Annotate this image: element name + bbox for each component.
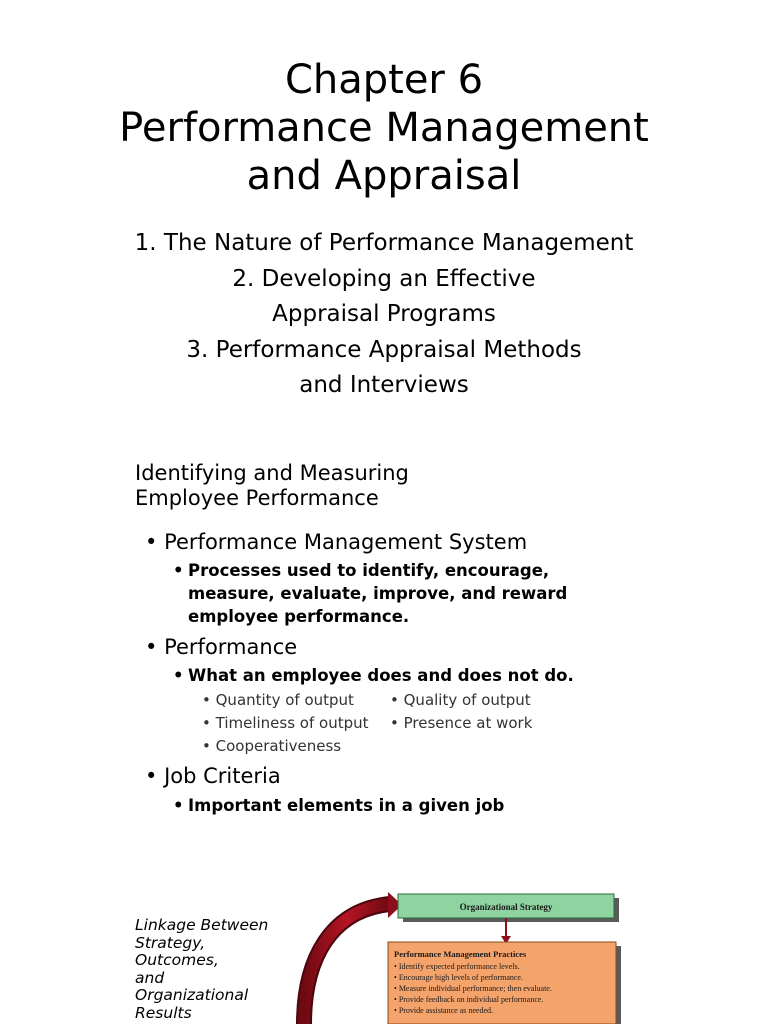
sub-bullet-line: Important elements in a given job (188, 796, 505, 815)
linkage-line: Linkage Between (135, 916, 269, 934)
outline-item: 3. Performance Appraisal Methods (186, 336, 582, 363)
measure-item-label: Cooperativeness (215, 737, 342, 755)
outline-item: Appraisal Programs (272, 301, 496, 327)
bullet-dot: • (145, 635, 158, 659)
bullet-performance (145, 634, 297, 660)
practice-item-label: Measure individual performance; then evaluate. (398, 984, 552, 993)
sub-bullet-line: measure, evaluate, improve, and reward (188, 584, 568, 603)
practice-item-label: Encourage high levels of performance. (398, 973, 523, 982)
practice-item: • Provide assistance as needed. (394, 1006, 494, 1015)
measure-item: • Quantity of output (202, 691, 354, 709)
measure-item-label: Quality of output (403, 691, 531, 709)
section-heading-line: Employee Performance (135, 486, 379, 510)
practices-title: Performance Management Practices (394, 949, 527, 959)
bullet-dot: • (173, 561, 184, 580)
bullet-label: Performance Management System (164, 530, 528, 554)
bullet-label: Performance (164, 635, 298, 659)
sub-bullet (173, 559, 567, 628)
sub-bullet-line: employee performance. (188, 607, 410, 626)
linkage-line: and (135, 968, 165, 987)
strategy-label: Organizational Strategy (459, 902, 553, 912)
measure-item: • Quality of output (390, 691, 531, 709)
practice-item-label: Provide feedback on individual performance. (398, 995, 544, 1004)
sub-bullet (173, 664, 574, 687)
linkage-line: Results (135, 1003, 192, 1022)
page-title (0, 56, 768, 200)
sub-bullet (173, 794, 504, 817)
bullet-performance-management-system (145, 529, 527, 555)
practice-item-label: Provide assistance as needed. (398, 1006, 494, 1015)
outline-item: 2. Developing an Effective (232, 265, 536, 292)
sub-bullet-line: What an employee does and does not do. (188, 666, 574, 685)
sub-bullet-line: Processes used to identify, encourage, (188, 561, 550, 580)
measure-item: • Timeliness of output (202, 714, 369, 732)
practice-item: • Measure individual performance; then evaluate. (394, 984, 552, 993)
measure-item-label: Quantity of output (215, 691, 354, 709)
practice-item: • Encourage high levels of performance. (394, 973, 523, 982)
outline-item: and Interviews (299, 372, 469, 398)
bullet-dot: • (145, 530, 158, 554)
measure-item: • Presence at work (390, 714, 533, 732)
bullet-dot: • (145, 764, 158, 788)
practice-item: • Provide feedback on individual performance. (394, 995, 544, 1004)
section-heading-line: Identifying and Measuring (135, 461, 409, 485)
chapter-outline (0, 226, 768, 404)
bullet-dot: • (173, 796, 184, 815)
bullet-dot: • (173, 666, 184, 685)
practice-item-label: Identify expected performance levels. (398, 962, 520, 971)
linkage-line: Outcomes, (135, 951, 219, 969)
linkage-caption (135, 917, 268, 1022)
linkage-line: Strategy, (135, 933, 206, 952)
title-line-2: Performance Management (119, 105, 649, 151)
strategy-linkage-diagram (290, 880, 630, 1024)
linkage-line: Organizational (135, 986, 249, 1004)
practice-item: • Identify expected performance levels. (394, 962, 520, 971)
feedback-arrow (304, 904, 390, 1024)
measure-item-label: Timeliness of output (215, 714, 369, 732)
bullet-label: Job Criteria (164, 764, 281, 788)
bullet-job-criteria (145, 763, 281, 789)
outline-item: 1. The Nature of Performance Management (134, 230, 634, 256)
title-line-1: Chapter 6 (284, 57, 484, 103)
title-line-3: and Appraisal (246, 153, 522, 199)
section-heading (135, 461, 409, 511)
measure-item-label: Presence at work (403, 714, 533, 732)
measure-item: • Cooperativeness (202, 737, 342, 755)
